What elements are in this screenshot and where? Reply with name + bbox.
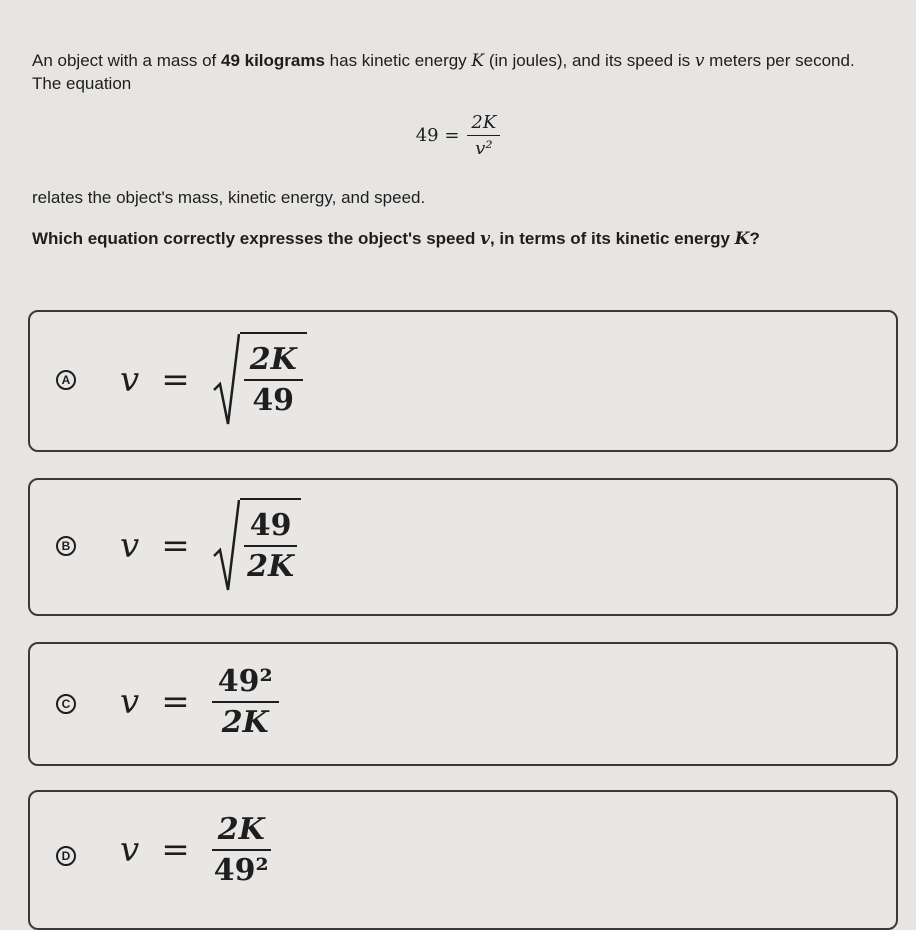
equals-sign: = — [161, 830, 190, 870]
choice-fraction — [244, 342, 303, 418]
choice-d[interactable] — [28, 790, 898, 930]
question-line-1 — [32, 50, 855, 72]
equation-numerator: 2K — [467, 112, 500, 136]
equation-fraction — [467, 112, 500, 159]
choice-lhs: v — [120, 526, 140, 566]
sqrt-symbol — [212, 332, 307, 428]
question-line-2: The equation — [32, 74, 132, 93]
choice-numerator: 49² — [212, 664, 279, 703]
choice-denominator: 49 — [252, 383, 295, 418]
choice-letter-badge: D — [56, 846, 76, 866]
choice-b-equation — [120, 498, 301, 594]
choice-fraction — [244, 508, 298, 584]
choice-fraction — [212, 664, 279, 740]
choice-lhs: v — [120, 830, 140, 870]
sqrt-symbol — [212, 498, 302, 594]
given-equation — [0, 112, 916, 159]
choice-letter-badge: B — [56, 536, 76, 556]
choice-denominator: 2K — [221, 705, 269, 740]
choice-letter-badge: C — [56, 694, 76, 714]
choice-numerator: 2K — [212, 812, 271, 851]
question-text: Which equation correctly expresses the object's speed — [32, 229, 481, 248]
choice-numerator: 49 — [244, 508, 298, 547]
question-text: has kinetic energy — [324, 51, 472, 70]
equation-denominator: v² — [475, 138, 493, 159]
question-text: meters per second. — [704, 51, 855, 70]
choice-c[interactable] — [28, 642, 898, 766]
question-text: , in terms of its kinetic energy — [489, 229, 735, 248]
question-prompt — [32, 228, 760, 250]
var-v: v — [480, 229, 490, 249]
equals-sign: = — [161, 360, 190, 400]
choice-a[interactable] — [28, 310, 898, 452]
mass-value: 49 kilograms — [220, 51, 325, 70]
question-line-3: relates the object's mass, kinetic energy, and speed. — [32, 188, 426, 207]
question-text: ? — [749, 229, 760, 248]
var-k: K — [471, 51, 485, 71]
choice-letter-badge: A — [56, 370, 76, 390]
equation-lhs: 49 = — [415, 125, 460, 146]
choice-fraction — [212, 812, 271, 888]
choice-c-equation — [120, 664, 279, 740]
choice-numerator: 2K — [244, 342, 303, 381]
choice-a-equation — [120, 332, 307, 428]
choice-denominator: 2K — [247, 549, 295, 584]
question-text: An object with a mass of — [32, 51, 221, 70]
choice-lhs: v — [120, 682, 140, 722]
choice-d-equation — [120, 812, 271, 888]
choice-lhs: v — [120, 360, 140, 400]
equals-sign: = — [161, 526, 190, 566]
question-text: (in joules), and its speed is — [484, 51, 695, 70]
var-k: K — [734, 229, 750, 249]
choice-b[interactable] — [28, 478, 898, 616]
choice-denominator: 49² — [213, 853, 269, 888]
equals-sign: = — [161, 682, 190, 722]
var-v: v — [694, 51, 705, 71]
